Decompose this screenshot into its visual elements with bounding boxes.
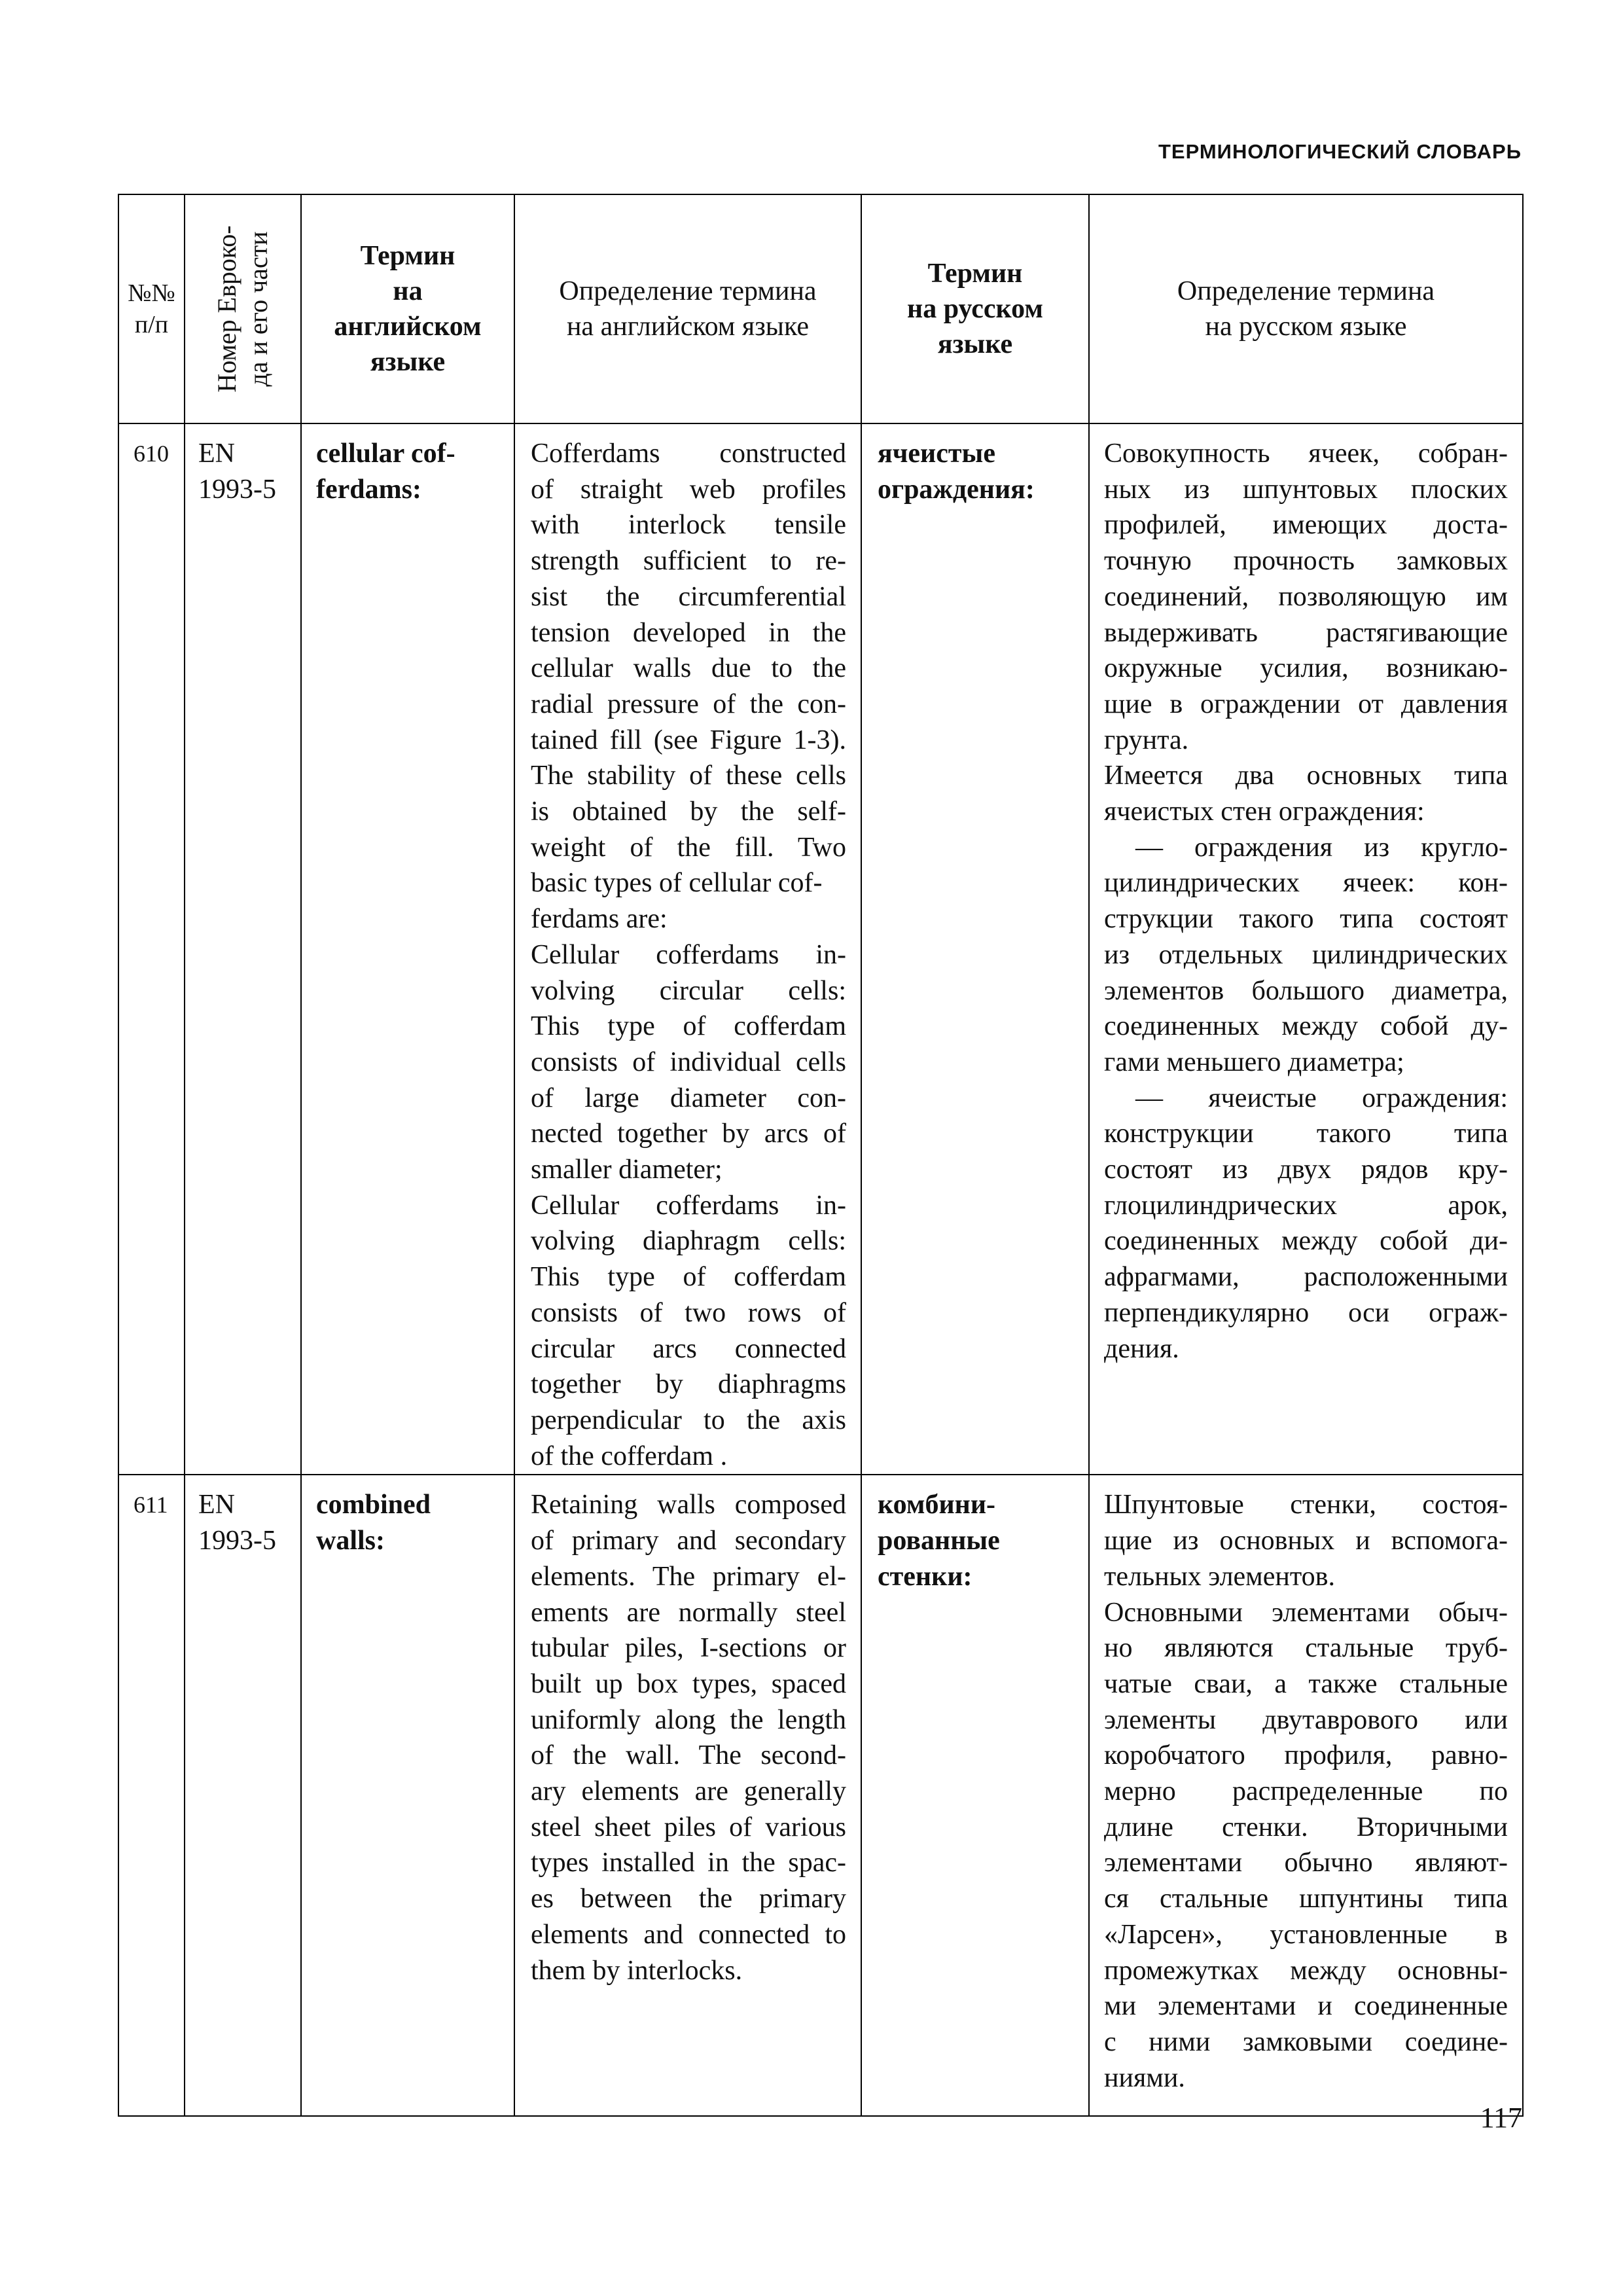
term-en-line: combined xyxy=(316,1490,431,1520)
definition-en-line: Cellular cofferdams in- xyxy=(531,939,846,970)
definition-en-line: smaller diameter; xyxy=(531,1155,722,1185)
definition-ru-line: профилей, имеющих доста- xyxy=(1104,510,1508,541)
definition-en-line: weight of the fill. Two xyxy=(531,832,846,863)
definition-ru-line: соединений, позволяющую им xyxy=(1104,581,1508,612)
term-ru-line: стенки: xyxy=(878,1561,972,1592)
term-ru-line: комбини- xyxy=(878,1490,996,1520)
definition-ru-line: промежутках между основны- xyxy=(1104,1955,1508,1986)
header-def-en-line: на английском языке xyxy=(566,312,810,342)
definition-ru-line: с ними замковыми соедине- xyxy=(1104,2026,1508,2057)
definition-en-line: consists of individual cells xyxy=(531,1047,846,1077)
definition-ru-line: афрагмами, расположенными xyxy=(1104,1262,1508,1293)
page-number: 117 xyxy=(1480,2102,1522,2134)
definition-ru-line: ячеистых стен ограждения: xyxy=(1104,797,1425,827)
definition-en-line: with interlock tensile xyxy=(531,510,846,541)
definition-en-line: tension developed in the xyxy=(531,617,846,648)
term-en xyxy=(301,1475,514,2116)
header-num xyxy=(118,194,185,423)
definition-ru-line: из отдельных цилиндрических xyxy=(1104,939,1508,970)
definition-ru-line: ся стальные шпунтины типа xyxy=(1104,1884,1508,1914)
definition-ru-line: чатые сваи, а также стальные xyxy=(1104,1668,1508,1699)
header-def-ru-line: на русском языке xyxy=(1205,312,1407,342)
header-def-ru xyxy=(1089,194,1523,423)
header-def-en-line: Определение термина xyxy=(559,276,817,306)
definition-en-line: elements and connected to xyxy=(531,1919,846,1950)
header-term-en-line: английском xyxy=(334,312,482,342)
header-term-en-line: Термин xyxy=(360,241,455,271)
definition-ru-line: мерно распределенные по xyxy=(1104,1776,1508,1807)
header-num-line: №№ xyxy=(128,279,175,307)
definition-en-line: radial pressure of the con- xyxy=(531,689,846,719)
definition-ru-line: «Ларсен», установленные в xyxy=(1104,1919,1508,1950)
eurocode-ref xyxy=(185,1475,301,2116)
definition-ru-line: коробчатого профиля, равно- xyxy=(1104,1740,1508,1771)
definition-en-line: steel sheet piles of various xyxy=(531,1812,846,1842)
definition-en-line: circular arcs connected xyxy=(531,1333,846,1364)
definition-ru-line: соединенных между собой ду- xyxy=(1104,1011,1508,1042)
header-def-en xyxy=(514,194,861,423)
definition-en-line: of the cofferdam . xyxy=(531,1441,728,1471)
definition-ru-line: элементами обычно являют- xyxy=(1104,1848,1508,1878)
definition-ru-line: конструкции такого типа xyxy=(1104,1119,1508,1149)
definition-en-line: volving diaphragm cells: xyxy=(531,1226,846,1257)
term-ru xyxy=(861,423,1089,1475)
header-term-en-line: на xyxy=(393,276,423,306)
header-term-ru xyxy=(861,194,1089,423)
running-header: ТЕРМИНОЛОГИЧЕСКИЙ СЛОВАРЬ xyxy=(1158,140,1522,163)
eurocode-ref-line: 1993-5 xyxy=(198,1526,276,1556)
definition-en-line: ary elements are generally xyxy=(531,1776,846,1807)
definition-en-line: Retaining walls composed xyxy=(531,1490,846,1520)
header-num-line: п/п xyxy=(134,311,169,338)
definition-ru-line: соединенных между собой ди- xyxy=(1104,1226,1508,1257)
definition-en-line: ements are normally steel xyxy=(531,1597,846,1628)
header-term-ru-line: языке xyxy=(937,329,1013,359)
definition-en-line: of primary and secondary xyxy=(531,1526,846,1556)
definition-en-line: perpendicular to the axis xyxy=(531,1405,846,1435)
header-eurocode xyxy=(185,194,301,423)
definition-ru-line: точную прочность замковых xyxy=(1104,546,1508,577)
definition-en-line: of large diameter con- xyxy=(531,1083,846,1113)
definition-en-line: Cellular cofferdams in- xyxy=(531,1190,846,1221)
definition-en-line: cellular walls due to the xyxy=(531,653,846,684)
header-term-en xyxy=(301,194,514,423)
definition-en-line: tained fill (see Figure 1-3). xyxy=(531,725,846,755)
definition-ru-line: длине стенки. Вторичными xyxy=(1104,1812,1508,1842)
definition-ru xyxy=(1089,1475,1523,2116)
header-def-ru-line: Определение термина xyxy=(1177,276,1435,306)
definition-ru-line: тельных элементов. xyxy=(1104,1561,1336,1592)
eurocode-ref-line: 1993-5 xyxy=(198,474,276,505)
definition-ru-line: — ячеистые ограждения: xyxy=(1135,1083,1508,1113)
term-en xyxy=(301,423,514,1475)
term-ru-line: ограждения: xyxy=(878,474,1035,505)
definition-ru-line: элементы двутаврового или xyxy=(1104,1704,1508,1735)
definition-ru-line: грунта. xyxy=(1104,725,1189,755)
definition-en-line: tubular piles, I-sections or xyxy=(531,1633,846,1664)
definition-ru-line: Основными элементами обыч- xyxy=(1104,1597,1508,1628)
definition-ru-line: ми элементами и соединенные xyxy=(1104,1991,1508,2022)
definition-ru-line: щие в ограждении от давления xyxy=(1104,689,1508,719)
header-term-ru-line: Термин xyxy=(927,259,1023,289)
definition-ru-line: глоцилиндрических арок, xyxy=(1104,1190,1508,1221)
table-row xyxy=(118,423,1523,1475)
definition-en-line: nected together by arcs of xyxy=(531,1119,846,1149)
definition-en-line: The stability of these cells xyxy=(531,761,846,791)
eurocode-ref xyxy=(185,423,301,1475)
definition-en-line: types installed in the spac- xyxy=(531,1848,846,1878)
definition-ru-line: элементов большого диаметра, xyxy=(1104,975,1508,1006)
entry-number xyxy=(118,1475,185,2116)
entry-number-text: 611 xyxy=(134,1492,168,1518)
definition-ru-line: перпендикулярно оси ограж- xyxy=(1104,1297,1508,1328)
definition-ru-line: выдерживать растягивающие xyxy=(1104,617,1508,648)
header-eurocode-line: Номер Еврoко- xyxy=(212,225,241,393)
definition-en-line: basic types of cellular cof- xyxy=(531,868,823,899)
definition-en xyxy=(514,423,861,1475)
definition-en-line: This type of cofferdam xyxy=(531,1011,846,1042)
header-term-ru-line: на русском xyxy=(907,294,1043,324)
term-en-line: cellular cof- xyxy=(316,439,455,469)
definition-ru-line: Шпунтовые стенки, состоя- xyxy=(1104,1490,1508,1520)
term-en-line: ferdams: xyxy=(316,474,421,505)
definition-en-line: Cofferdams constructed xyxy=(531,439,846,469)
definition-en-line: es between the primary xyxy=(531,1884,846,1914)
definition-ru-line: но являются стальные труб- xyxy=(1104,1633,1508,1664)
definition-en-line: uniformly along the length xyxy=(531,1704,846,1735)
definition-en-line: volving circular cells: xyxy=(531,975,846,1006)
definition-ru-line: Имеется два основных типа xyxy=(1104,761,1508,791)
definition-en-line: is obtained by the self- xyxy=(531,797,846,827)
definition-ru-line: гами меньшего диаметра; xyxy=(1104,1047,1404,1077)
definition-ru-line: струкции такого типа состоят xyxy=(1104,904,1508,935)
definition-ru-line: цилиндрических ячеек: кон- xyxy=(1104,868,1508,899)
term-ru-line: рованные xyxy=(878,1526,1000,1556)
entry-number-text: 610 xyxy=(134,440,169,467)
definition-ru xyxy=(1089,423,1523,1475)
definition-en-line: ferdams are: xyxy=(531,904,668,935)
definition-en-line: of the wall. The second- xyxy=(531,1740,846,1771)
definition-en-line: of straight web profiles xyxy=(531,474,846,505)
definition-ru-line: ных из шпунтовых плоских xyxy=(1104,474,1508,505)
definition-en-line: elements. The primary el- xyxy=(531,1561,846,1592)
definition-ru-line: состоят из двух рядов кру- xyxy=(1104,1155,1508,1185)
entry-number xyxy=(118,423,185,1475)
definition-en-line: consists of two rows of xyxy=(531,1297,846,1328)
definition-ru-line: — ограждения из кругло- xyxy=(1135,832,1508,863)
table-row xyxy=(118,1475,1523,2116)
definition-en-line: built up box types, spaced xyxy=(531,1668,846,1699)
definition-en-line: This type of cofferdam xyxy=(531,1262,846,1293)
header-eurocode-line: да и его части xyxy=(243,231,273,387)
eurocode-ref-line: EN xyxy=(198,439,235,469)
definition-en xyxy=(514,1475,861,2116)
definition-ru-line: Совокупность ячеек, собран- xyxy=(1104,439,1508,469)
definition-en-line: sist the circumferential xyxy=(531,581,846,612)
header-term-en-line: языке xyxy=(370,347,446,377)
definition-en-line: together by diaphragms xyxy=(531,1369,846,1400)
eurocode-ref-line: EN xyxy=(198,1490,235,1520)
glossary-table xyxy=(118,194,1524,2117)
term-ru-line: ячеистые xyxy=(878,439,995,469)
definition-ru-line: щие из основных и вспомога- xyxy=(1104,1526,1508,1556)
term-ru xyxy=(861,1475,1089,2116)
definition-ru-line: дения. xyxy=(1104,1333,1179,1364)
definition-ru-line: окружные усилия, возникаю- xyxy=(1104,653,1508,684)
definition-en-line: them by interlocks. xyxy=(531,1955,743,1986)
term-en-line: walls: xyxy=(316,1526,385,1556)
definition-en-line: strength sufficient to re- xyxy=(531,546,846,577)
header-row xyxy=(118,194,1523,423)
definition-ru-line: ниями. xyxy=(1104,2062,1185,2093)
